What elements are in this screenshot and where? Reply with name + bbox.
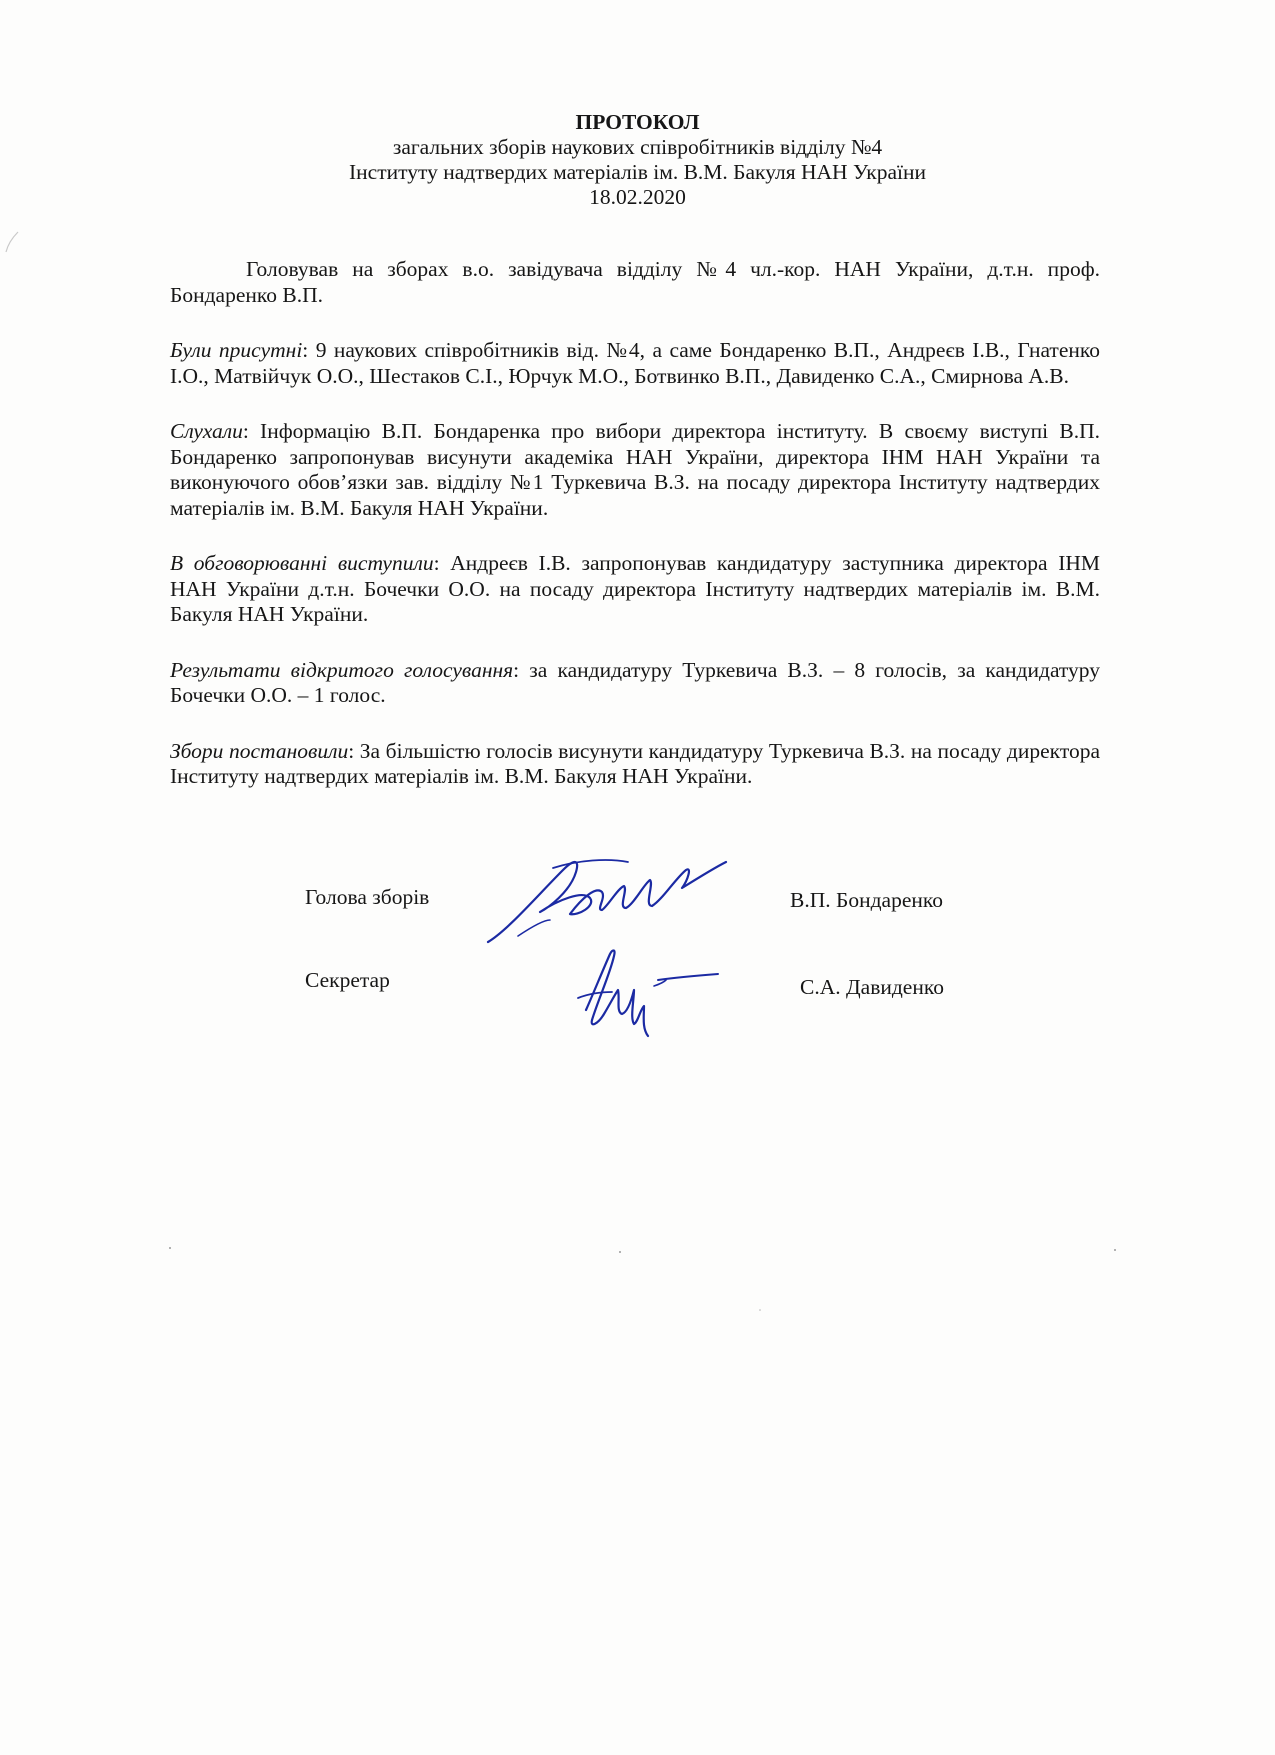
secretary-role-label: Секретар <box>305 968 390 992</box>
decision-text: : За більшістю голосів висунути кандидатуру Туркевича В.З. на посаду директора Інституту надтвердих матеріалів ім. В.М. Бакуля НАН України. <box>170 738 1100 788</box>
decision-label: Збори постановили <box>170 738 349 763</box>
chair-signature-image <box>478 850 738 950</box>
document-body <box>170 257 1100 820</box>
present-label: Були присутні <box>170 338 303 362</box>
chair-name: В.П. Бондаренко <box>790 888 943 912</box>
heard-text: : Інформацію В.П. Бондаренка про вибори директора інституту. В своєму виступі В.П. Бондаренко запропонував висунути академіка НАН України, директора ІНМ НАН України та виконуючого обов’язки зав. відділу №1 Туркевича В.З. на посаду директора Інституту надтвердих матеріалів ім. В.М. Бакуля НАН України. <box>170 419 1100 520</box>
discussion-label: В обговорюванні виступили <box>170 551 434 575</box>
chair-role-label: Голова зборів <box>305 885 430 909</box>
header-subtitle-line1: загальних зборів наукових співробітників відділу №4 <box>392 135 883 159</box>
document-title: ПРОТОКОЛ <box>575 110 700 134</box>
present-paragraph <box>170 338 1100 389</box>
decision-paragraph <box>170 739 1100 790</box>
document-date: 18.02.2020 <box>589 185 686 209</box>
secretary-signature-image <box>568 940 728 1050</box>
chair-paragraph: Головував на зборах в.о. завідувача відділу №4 чл.-кор. НАН України, д.т.н. проф. Бондаренко В.П. <box>170 257 1100 307</box>
secretary-name: С.А. Давиденко <box>800 975 944 999</box>
document-header <box>0 110 1275 210</box>
present-text: : 9 наукових співробітників від. №4, а саме Бондаренко В.П., Андреєв І.В., Гнатенко І.О., Матвійчук О.О., Шестаков С.І., Юрчук М.О., Ботвинко В.П., Давиденко С.А., Смирнова А.В. <box>170 338 1100 388</box>
vote-paragraph <box>170 658 1100 709</box>
heard-paragraph <box>170 419 1100 521</box>
discussion-paragraph <box>170 551 1100 628</box>
vote-label: Результати відкритого голосування <box>170 657 514 682</box>
header-subtitle-line2: Інституту надтвердих матеріалів ім. В.М. Бакуля НАН України <box>348 160 926 184</box>
discussion-text: : Андреєв І.В. запропонував кандидатуру заступника директора ІНМ НАН України д.т.н. Бочечки О.О. на посаду директора Інституту надтвердих матеріалів ім. В.М. Бакуля НАН України. <box>170 551 1100 626</box>
vote-text: : за кандидатуру Туркевича В.З. – 8 голосів, за кандидатуру Бочечки О.О. – 1 голос. <box>170 657 1101 707</box>
heard-label: Слухали <box>170 419 243 443</box>
